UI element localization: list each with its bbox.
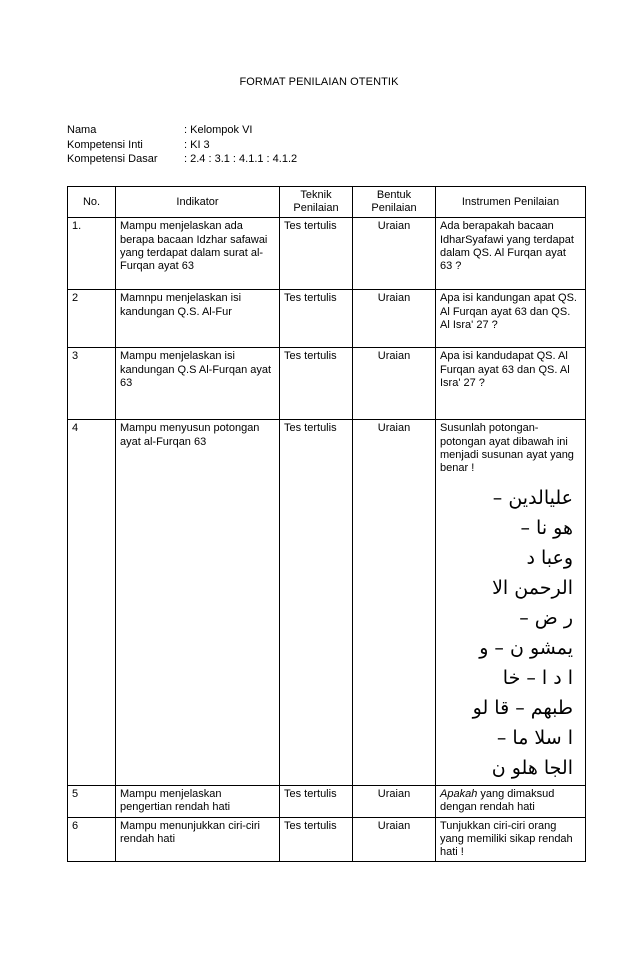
instrumen-text: yang dimaksud dengan rendah hati — [440, 788, 555, 814]
arabic-verse-fragments — [440, 483, 581, 783]
cell-indikator: Mamnpu menjelaskan isi kandungan Q.S. Al-Fur — [116, 290, 280, 348]
header-no: No. — [68, 187, 116, 218]
table-row — [68, 218, 586, 290]
table-row — [68, 348, 586, 420]
info-label: Kompetensi Inti — [67, 138, 143, 151]
cell-bentuk: Uraian — [353, 817, 436, 862]
info-value: : 2.4 : 3.1 : 4.1.1 : 4.1.2 — [184, 153, 298, 165]
cell-teknik: Tes tertulis — [280, 817, 353, 862]
cell-instrumen: Apa isi kandungan apat QS. Al Furqan ayat 63 dan QS. Al Isra' 27 ? — [436, 290, 586, 348]
cell-indikator: Mampu menjelaskan pengertian rendah hati — [116, 786, 280, 817]
cell-no: 1. — [68, 218, 116, 290]
arabic-line: عليالدين – — [492, 487, 573, 510]
info-label: Kompetensi Dasar — [67, 153, 158, 165]
cell-indikator: Mampu menyusun potongan ayat al-Furqan 63 — [116, 420, 280, 786]
cell-bentuk: Uraian — [353, 290, 436, 348]
info-row-kompetensi-inti — [67, 138, 297, 153]
info-label: Nama — [67, 124, 97, 136]
cell-bentuk: Uraian — [353, 348, 436, 420]
cell-bentuk: Uraian — [353, 420, 436, 786]
info-row-nama — [67, 123, 297, 138]
arabic-line: هو نا – — [520, 517, 573, 540]
table-row — [68, 786, 586, 817]
document-title: FORMAT PENILAIAN OTENTIK — [239, 76, 399, 88]
header-teknik: Teknik Penilaian — [280, 187, 353, 218]
cell-bentuk: Uraian — [353, 218, 436, 290]
cell-instrumen: Ada berapakah bacaan IdharSyafawi yang terdapat dalam QS. Al Furqan ayat 63 ? — [436, 218, 586, 290]
cell-instrumen — [436, 420, 586, 786]
cell-no: 2 — [68, 290, 116, 348]
cell-no: 3 — [68, 348, 116, 420]
header-bentuk: Bentuk Penilaian — [353, 187, 436, 218]
cell-no: 4 — [68, 420, 116, 786]
arabic-line: وعبا د — [526, 547, 573, 570]
arabic-line: ا سلا ما – — [496, 727, 573, 750]
header-row — [68, 187, 586, 218]
cell-teknik: Tes tertulis — [280, 218, 353, 290]
arabic-line: الجا هلو ن — [491, 757, 573, 780]
cell-indikator: Mampu menjelaskan ada berapa bacaan Idzhar safawai yang terdapat dalam surat al-Furqan ayat 63 — [116, 218, 280, 290]
cell-instrumen: Apa isi kandudapat QS. Al Furqan ayat 63 dan QS. Al Isra' 27 ? — [436, 348, 586, 420]
cell-teknik: Tes tertulis — [280, 786, 353, 817]
arabic-line: يمشو ن – و — [479, 637, 573, 660]
instrumen-emphasis: Apakah — [440, 788, 478, 801]
cell-teknik: Tes tertulis — [280, 290, 353, 348]
header-instrumen: Instrumen Penilaian — [436, 187, 586, 218]
info-value: : Kelompok VI — [184, 124, 253, 136]
table-row — [68, 420, 586, 786]
cell-indikator: Mampu menjelaskan isi kandungan Q.S Al-Furqan ayat 63 — [116, 348, 280, 420]
header-indikator: Indikator — [116, 187, 280, 218]
table-row — [68, 817, 586, 862]
arabic-line: ا د ا – خا — [502, 667, 573, 690]
cell-teknik: Tes tertulis — [280, 348, 353, 420]
table-row — [68, 290, 586, 348]
cell-indikator: Mampu menunjukkan ciri-ciri rendah hati — [116, 817, 280, 862]
assessment-table — [67, 186, 586, 862]
identity-block — [67, 123, 297, 167]
arabic-line: الرحمن الا — [492, 577, 573, 600]
cell-bentuk: Uraian — [353, 786, 436, 817]
cell-teknik: Tes tertulis — [280, 420, 353, 786]
arabic-line: ر ض – — [519, 607, 573, 630]
instrumen-text: Susunlah potongan-potongan ayat dibawah ini menjadi susunan ayat yang benar ! — [440, 422, 574, 475]
arabic-line: طبهم – قا لو — [472, 697, 573, 720]
info-row-kompetensi-dasar — [67, 152, 297, 167]
info-value: : KI 3 — [184, 138, 210, 151]
cell-instrumen: Tunjukkan ciri-ciri orang yang memiliki sikap rendah hati ! — [436, 817, 586, 862]
cell-no: 6 — [68, 817, 116, 862]
cell-no: 5 — [68, 786, 116, 817]
cell-instrumen — [436, 786, 586, 817]
